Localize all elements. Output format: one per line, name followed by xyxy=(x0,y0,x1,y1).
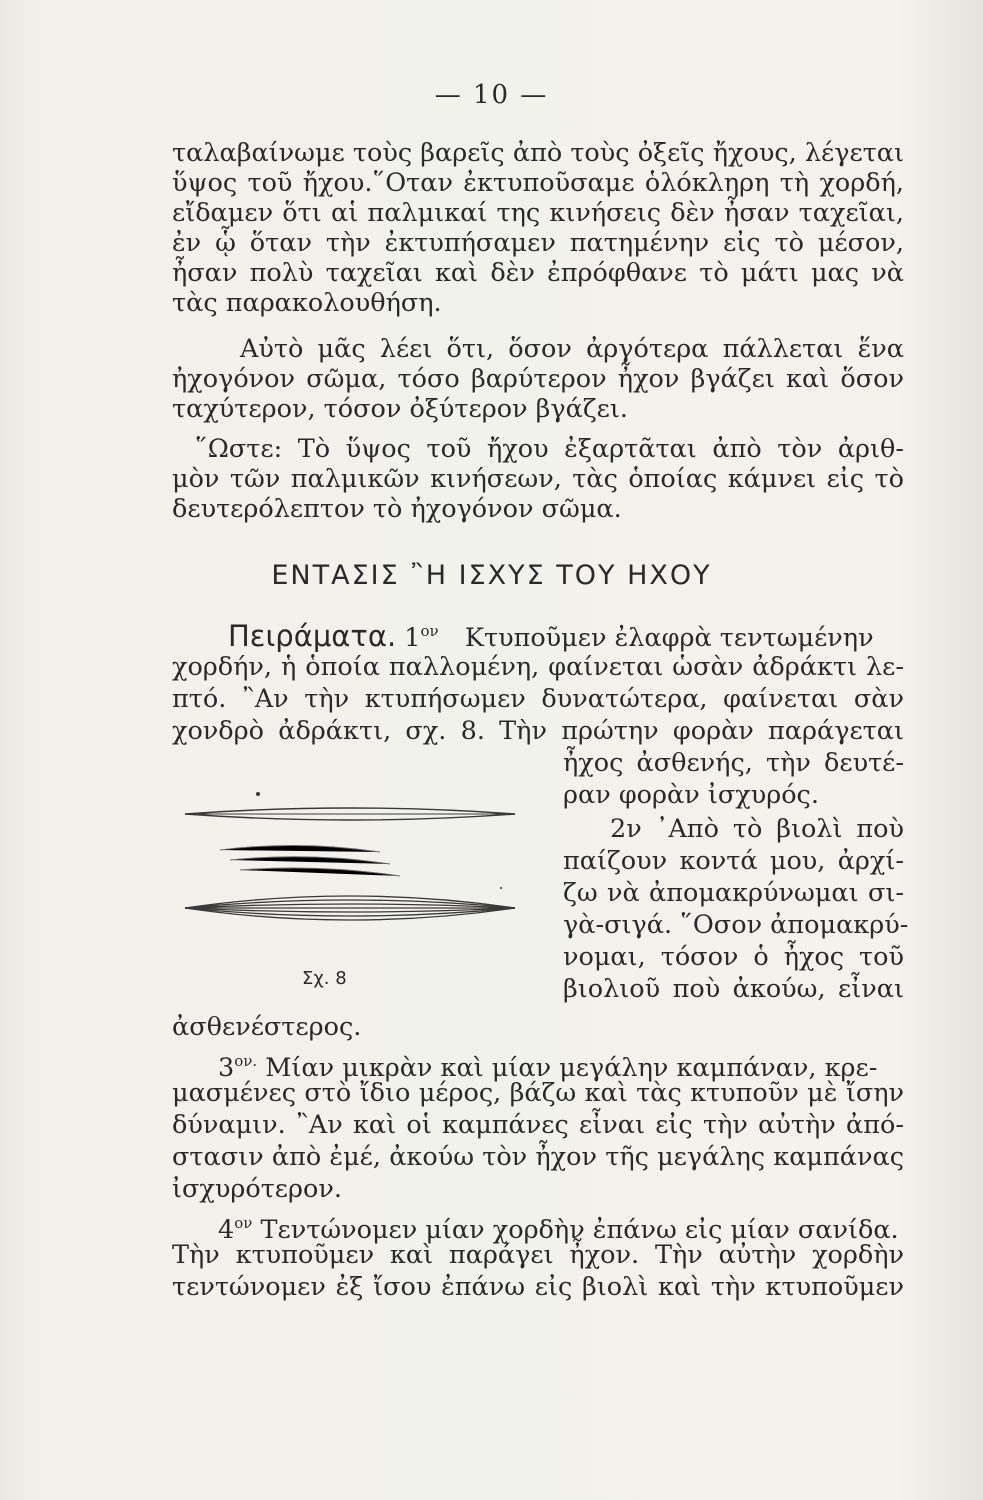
experiment-ordinal: ον xyxy=(234,1214,253,1232)
text-line: ταχύτερον, τόσον ὀξύτερον βγάζει. xyxy=(172,394,628,424)
text-line: ραν φορὰν ἰσχυρός. xyxy=(563,780,819,810)
text-line: νομαι, τόσον ὁ ἦχος τοῦ xyxy=(563,942,904,972)
text-line: παίζουν κοντά μου, ἀρχί- xyxy=(563,846,904,876)
text-line: ἦσαν πολὺ ταχεῖαι καὶ δὲν ἐπρόφθανε τὸ μάτι μας νὰ xyxy=(172,258,904,288)
text-line: ἀσθενέστερος. xyxy=(172,1012,362,1042)
text-line: 2ν ᾽Απὸ τὸ βιολὶ ποὺ xyxy=(610,814,904,844)
experiment-ordinal: ον xyxy=(420,622,439,640)
text-line: στασιν ἀπὸ ἐμέ, ἀκούω τὸν ἦχον τῆς μεγάλης καμπάνας xyxy=(172,1142,904,1172)
text-line: χονδρὸ ἀδράκτι, σχ. 8. Τὴν πρώτην φορὰν παράγεται xyxy=(172,716,904,746)
string-vibration-figure xyxy=(180,780,520,940)
text-line: ἦχος ἀσθενής, τὴν δευτέ- xyxy=(563,748,904,778)
text-line: δύναμιν. ῍Αν καὶ οἱ καμπάνες εἶναι εἰς τὴν αὐτὴν ἀπό- xyxy=(172,1110,904,1140)
figure-caption: Σχ. 8 xyxy=(302,968,347,989)
experiment-number: 4 xyxy=(218,1215,235,1245)
text-line: ταλαβαίνωμε τοὺς βαρεῖς ἀπὸ τοὺς ὀξεῖς ἤχους, λέγεται xyxy=(172,138,904,168)
text-line: τὰς παρακολουθήση. xyxy=(172,288,442,318)
text-line: ζω νὰ ἀπομακρύνωμαι σι- xyxy=(563,878,904,908)
text-line: γὰ-σιγά. ῞Οσον ἀπομακρύ- xyxy=(563,910,909,940)
text-line: μὸν τῶν παλμικῶν κινήσεων, τὰς ὁποίας κάμνει εἰς τὸ xyxy=(172,464,904,494)
text-line: Κτυποῦμεν ἐλαφρὰ τεντωμένην xyxy=(464,623,874,653)
text-line: Τὴν κτυποῦμεν καὶ παράγει ἦχον. Τὴν αὐτὴν χορδὴν xyxy=(172,1240,904,1270)
text-line: μασμένες στὸ ἴδιο μέρος, βάζω καὶ τὰς κτυποῦν μὲ ἴσην xyxy=(172,1078,904,1108)
text-line: Τεντώνομεν μίαν χορδὴν ἐπάνω εἰς μίαν σανίδα. xyxy=(260,1215,899,1245)
experiment-ordinal: ον. xyxy=(234,1052,258,1070)
text-line: βιολιοῦ ποὺ ἀκούω, εἶναι xyxy=(563,974,904,1004)
text-line: ἰσχυρότερον. xyxy=(172,1174,342,1204)
text-line: Μίαν μικρὰν καὶ μίαν μεγάλην καμπάναν, κρε- xyxy=(265,1053,878,1083)
text-line: πτό. ῍Αν τὴν κτυπήσωμεν δυνατώτερα, φαίνεται σὰν xyxy=(172,684,904,714)
experiments-line xyxy=(228,616,904,653)
experiments-label: Πειράματα. xyxy=(228,619,397,653)
experiment-number: 3 xyxy=(218,1053,235,1083)
text-line: χορδήν, ἡ ὁποία παλλομένη, φαίνεται ὡσὰν ἀδράκτι λε- xyxy=(172,652,904,682)
text-line: τεντώνομεν ἐξ ἴσου ἐπάνω εἰς βιολὶ καὶ τὴν κτυποῦμεν xyxy=(172,1272,904,1302)
shading-band xyxy=(220,845,502,888)
text-line: ἐν ᾧ ὅταν τὴν ἐκτυπήσαμεν πατημένην εἰς τὸ μέσον, xyxy=(172,228,904,258)
thick-spindle xyxy=(185,896,515,920)
text-line: ῞Ωστε: Τὸ ὕψος τοῦ ἤχου ἐξαρτᾶται ἀπὸ τὸν ἀριθ- xyxy=(195,434,904,464)
experiment-number: 1 xyxy=(404,623,421,653)
text-line: ὕψος τοῦ ἤχου.῞Οταν ἐκτυποῦσαμε ὁλόκληρη τὴ χορδή, xyxy=(172,168,904,198)
text-line: Αὐτὸ μᾶς λέει ὅτι, ὅσον ἀργότερα πάλλεται ἕνα xyxy=(240,334,904,364)
text-line: ἠχογόνον σῶμα, τόσο βαρύτερον ἦχον βγάζει καὶ ὅσον xyxy=(172,364,904,394)
page-number: — 10 — xyxy=(434,80,549,110)
thin-spindle xyxy=(185,792,515,820)
text-line: δευτερόλεπτον τὸ ἠχογόνον σῶμα. xyxy=(172,494,622,524)
section-heading: ΕΝΤΑΣΙΣ ῍Η ΙΣΧΥΣ ΤΟΥ ΗΧΟΥ xyxy=(271,560,712,591)
text-line: εἴδαμεν ὅτι αἱ παλμικαί της κινήσεις δὲν ἦσαν ταχεῖαι, xyxy=(172,198,904,228)
